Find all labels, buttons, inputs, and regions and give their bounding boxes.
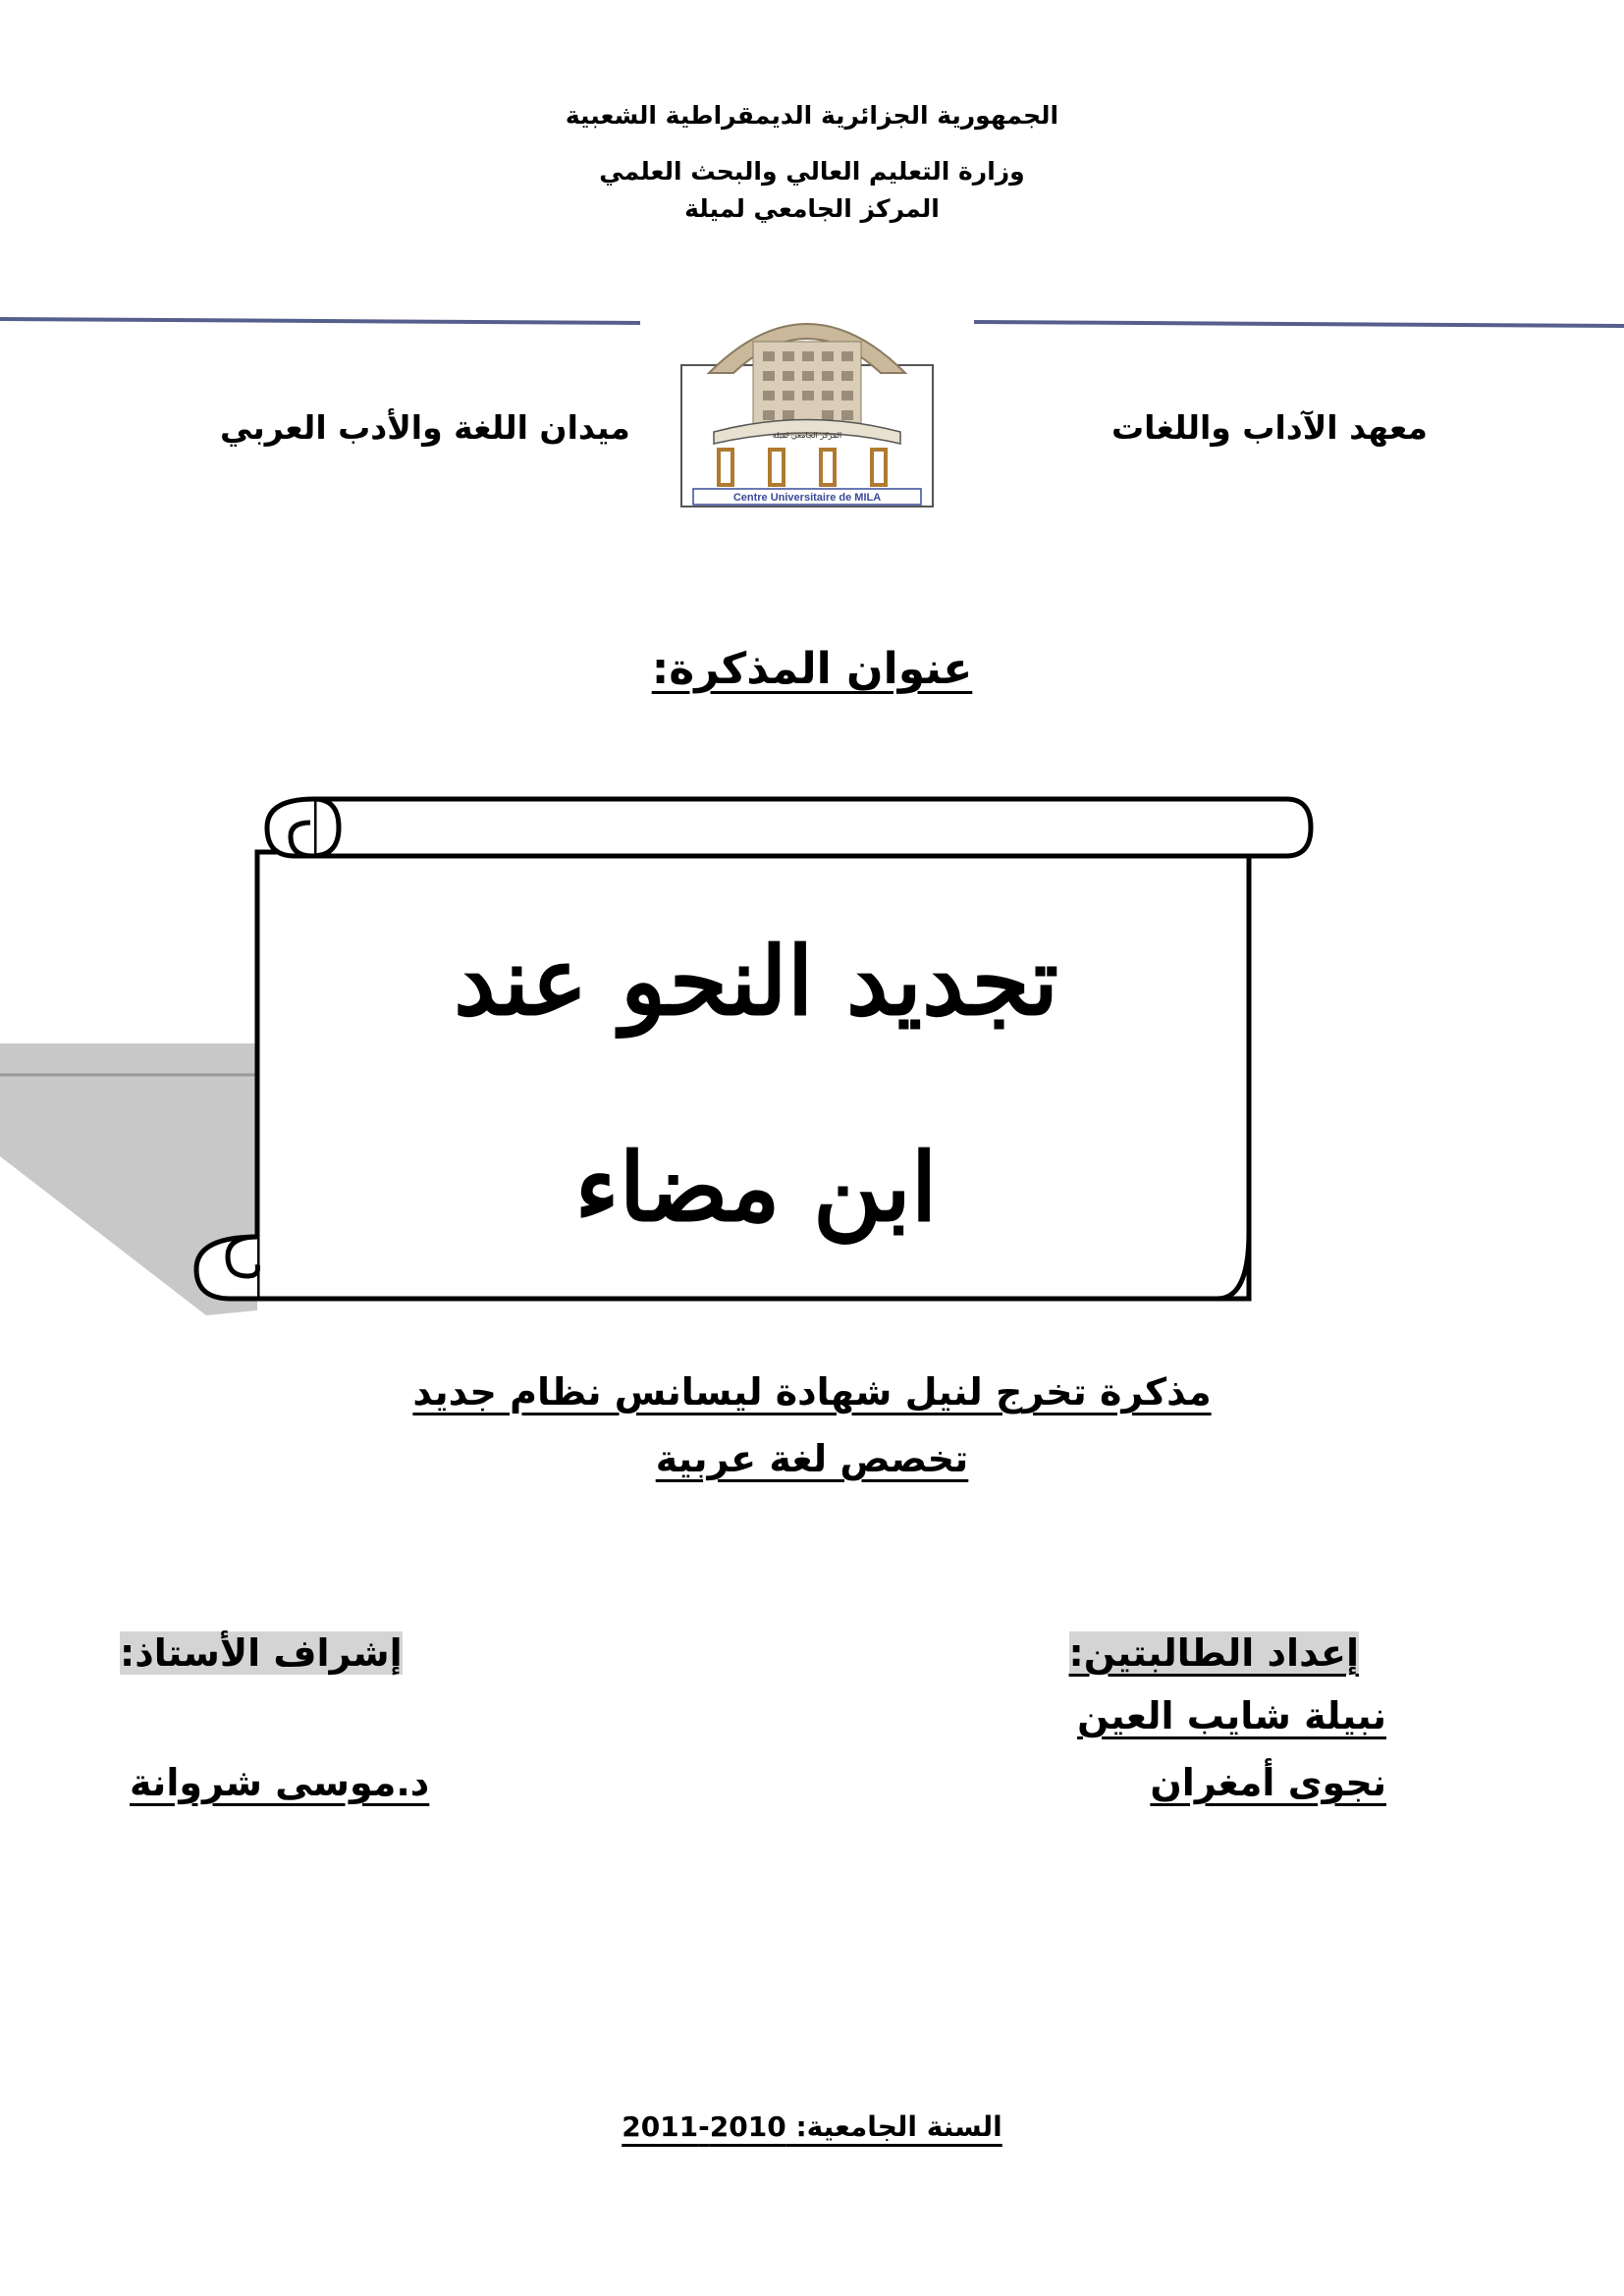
- title-scroll: [0, 785, 1375, 1325]
- subtitle-line2: تخصص لغة عربية: [655, 1437, 969, 1480]
- logo-arabic-caption: المركز الجامعي لميلة: [772, 431, 842, 440]
- logo-graphic: [679, 285, 935, 510]
- thesis-title-line2: ابن مضاء: [574, 1132, 938, 1243]
- field-name: ميدان اللغة والأدب العربي: [220, 408, 630, 447]
- students-label: إعداد الطالبتين:: [1068, 1631, 1359, 1675]
- institute-name: معهد الآداب واللغات: [1110, 408, 1428, 447]
- supervisor-name: د.موسى شروانة: [130, 1761, 430, 1804]
- university-logo: [679, 285, 935, 510]
- logo-caption: Centre Universitaire de MILA: [732, 492, 882, 504]
- header-ministry: وزارة التعليم العالي والبحث العلمي: [599, 157, 1025, 186]
- thesis-title-line1: تجديد النحو عند: [453, 926, 1059, 1037]
- supervisor-label: إشراف الأستاذ:: [120, 1631, 403, 1675]
- header-center: المركز الجامعي لميلة: [684, 194, 940, 223]
- academic-year: السنة الجامعية: 2010-2011: [622, 2110, 1002, 2143]
- header-rule-left: [0, 317, 640, 325]
- header-republic: الجمهورية الجزائرية الديمقراطية الشعبية: [565, 101, 1059, 130]
- student-name-1: نبيلة شايب العين: [1077, 1694, 1386, 1737]
- student-name-2: نجوى أمغران: [1150, 1761, 1386, 1804]
- thesis-label: عنوان المذكرة:: [651, 644, 973, 694]
- header-rule-right: [974, 320, 1624, 328]
- subtitle-line1: مذكرة تخرج لنيل شهادة ليسانس نظام جديد: [412, 1370, 1212, 1414]
